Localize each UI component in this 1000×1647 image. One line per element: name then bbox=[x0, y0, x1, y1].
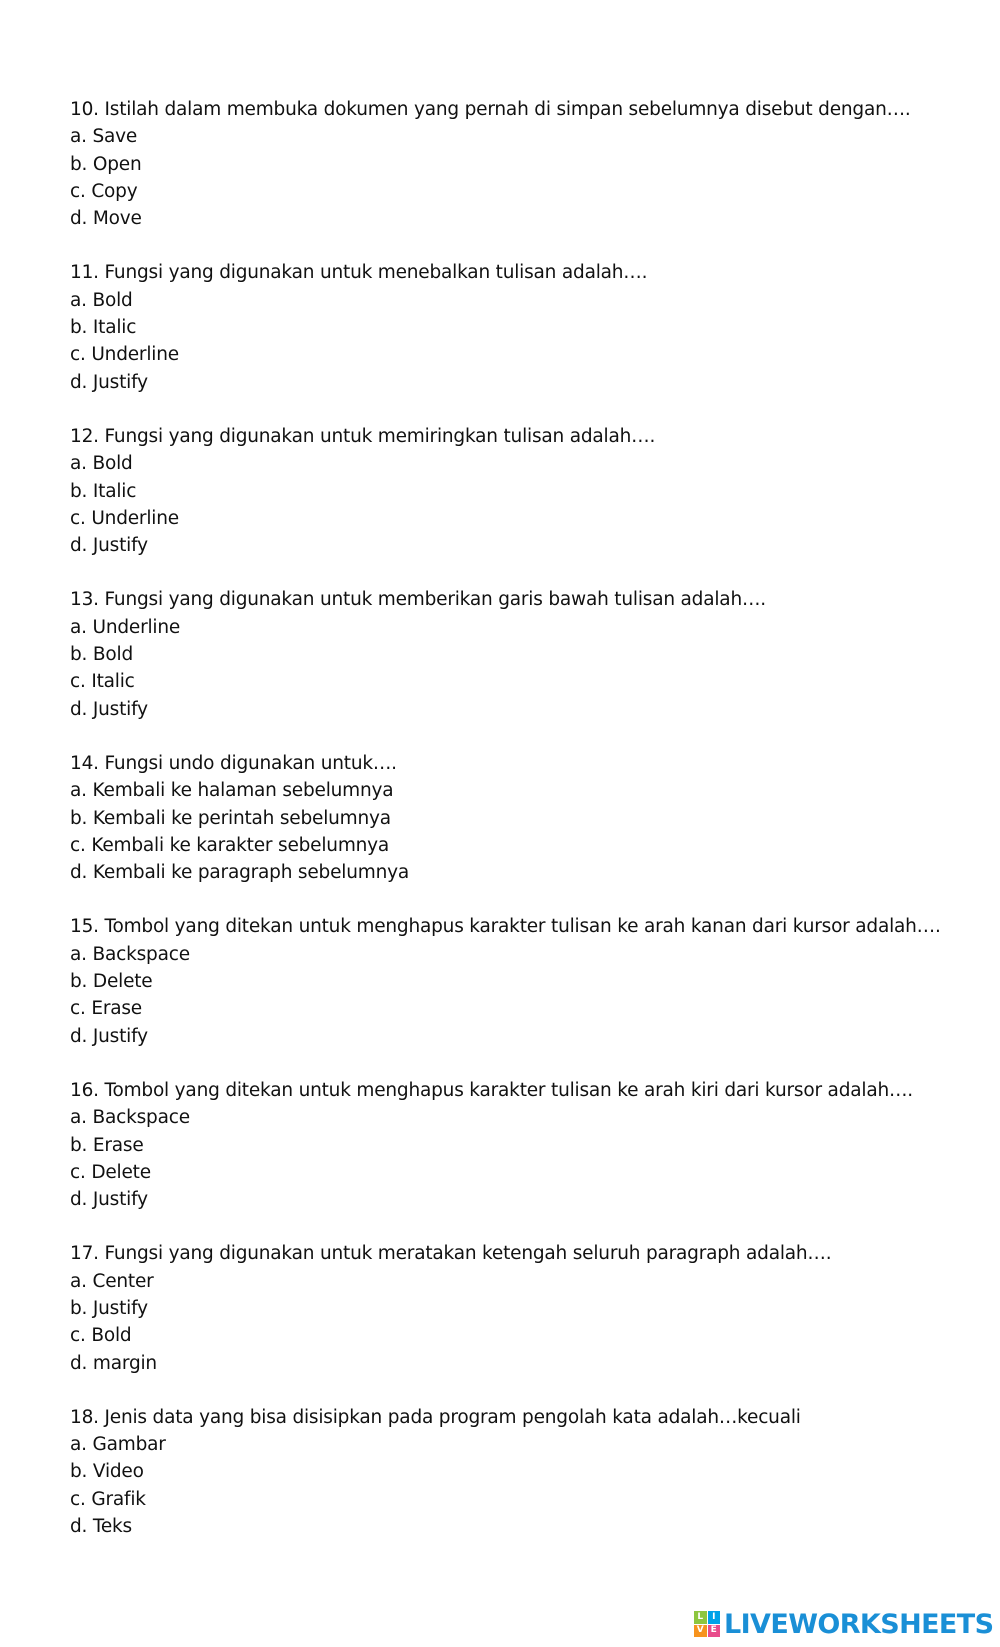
answer-option[interactable]: d. Justify bbox=[70, 698, 148, 720]
logo-mark-letter-v: V bbox=[694, 1625, 707, 1638]
answer-option[interactable]: a. Save bbox=[70, 126, 138, 148]
question-text: 10. Istilah dalam membuka dokumen yang pernah di simpan sebelumnya disebut dengan…. bbox=[70, 99, 911, 120]
answer-option[interactable]: c. Underline bbox=[70, 507, 179, 529]
answer-option[interactable]: b. Italic bbox=[70, 480, 137, 502]
question-block bbox=[70, 1404, 970, 1540]
answer-option[interactable]: c. Grafik bbox=[70, 1488, 146, 1510]
answer-option[interactable]: a. Kembali ke halaman sebelumnya bbox=[70, 780, 394, 802]
answer-option[interactable]: d. Justify bbox=[70, 1025, 148, 1047]
answer-option[interactable]: b. Open bbox=[70, 153, 142, 175]
answer-option[interactable]: a. Backspace bbox=[70, 943, 190, 965]
liveworksheets-logo-icon bbox=[694, 1611, 720, 1637]
answer-option[interactable]: b. Italic bbox=[70, 317, 137, 339]
answer-option[interactable]: d. Teks bbox=[70, 1516, 132, 1538]
answer-option[interactable]: c. Copy bbox=[70, 180, 138, 202]
answer-option[interactable]: a. Underline bbox=[70, 616, 181, 638]
answer-option[interactable]: c. Delete bbox=[70, 1161, 151, 1183]
answer-option[interactable]: c. Erase bbox=[70, 998, 142, 1020]
question-text: 14. Fungsi undo digunakan untuk…. bbox=[70, 752, 397, 774]
answer-option[interactable]: d. Justify bbox=[70, 371, 148, 393]
answer-option[interactable]: b. Video bbox=[70, 1461, 144, 1483]
logo-mark-letter-l: L bbox=[694, 1611, 707, 1624]
liveworksheets-logo[interactable] bbox=[694, 1608, 993, 1640]
answer-option[interactable]: b. Kembali ke perintah sebelumnya bbox=[70, 807, 391, 829]
logo-text: LIVEWORKSHEETS bbox=[724, 1608, 994, 1640]
answer-option[interactable]: a. Gambar bbox=[70, 1434, 166, 1456]
question-block bbox=[70, 1077, 970, 1213]
answer-option[interactable]: a. Center bbox=[70, 1270, 154, 1292]
question-block bbox=[70, 96, 970, 232]
question-block bbox=[70, 259, 970, 395]
answer-option[interactable]: c. Underline bbox=[70, 344, 179, 366]
question-text: 17. Fungsi yang digunakan untuk meratakan ketengah seluruh paragraph adalah…. bbox=[70, 1243, 832, 1265]
answer-option[interactable]: d. margin bbox=[70, 1352, 157, 1374]
answer-option[interactable]: c. Italic bbox=[70, 671, 135, 693]
question-text: 11. Fungsi yang digunakan untuk menebalkan tulisan adalah…. bbox=[70, 262, 648, 284]
question-text: 15. Tombol yang ditekan untuk menghapus karakter tulisan ke arah kanan dari kursor adalah…. bbox=[70, 916, 941, 938]
question-text: 13. Fungsi yang digunakan untuk memberikan garis bawah tulisan adalah…. bbox=[70, 589, 766, 611]
logo-mark-letter-i: I bbox=[708, 1611, 721, 1624]
question-block bbox=[70, 586, 970, 722]
answer-option[interactable]: b. Erase bbox=[70, 1134, 144, 1156]
answer-option[interactable]: b. Bold bbox=[70, 644, 133, 666]
question-text: 16. Tombol yang ditekan untuk menghapus karakter tulisan ke arah kiri dari kursor adalah…. bbox=[70, 1079, 913, 1101]
question-block bbox=[70, 913, 970, 1049]
answer-option[interactable]: d. Justify bbox=[70, 1189, 148, 1211]
answer-option[interactable]: d. Kembali ke paragraph sebelumnya bbox=[70, 862, 409, 884]
answer-option[interactable]: c. Bold bbox=[70, 1325, 132, 1347]
answer-option[interactable]: a. Backspace bbox=[70, 1107, 190, 1129]
answer-option[interactable]: b. Delete bbox=[70, 971, 153, 993]
answer-option[interactable]: d. Justify bbox=[70, 535, 148, 557]
question-block bbox=[70, 750, 970, 886]
answer-option[interactable]: d. Move bbox=[70, 208, 142, 230]
question-text: 12. Fungsi yang digunakan untuk memiringkan tulisan adalah…. bbox=[70, 425, 656, 447]
logo-mark-letter-e: E bbox=[708, 1625, 721, 1638]
answer-option[interactable]: b. Justify bbox=[70, 1297, 148, 1319]
question-block bbox=[70, 1240, 970, 1376]
answer-option[interactable]: a. Bold bbox=[70, 289, 133, 311]
answer-option[interactable]: a. Bold bbox=[70, 453, 133, 475]
worksheet-content bbox=[70, 96, 970, 1567]
answer-option[interactable]: c. Kembali ke karakter sebelumnya bbox=[70, 834, 390, 856]
question-block bbox=[70, 423, 970, 559]
question-text: 18. Jenis data yang bisa disisipkan pada program pengolah kata adalah…kecuali bbox=[70, 1406, 801, 1428]
